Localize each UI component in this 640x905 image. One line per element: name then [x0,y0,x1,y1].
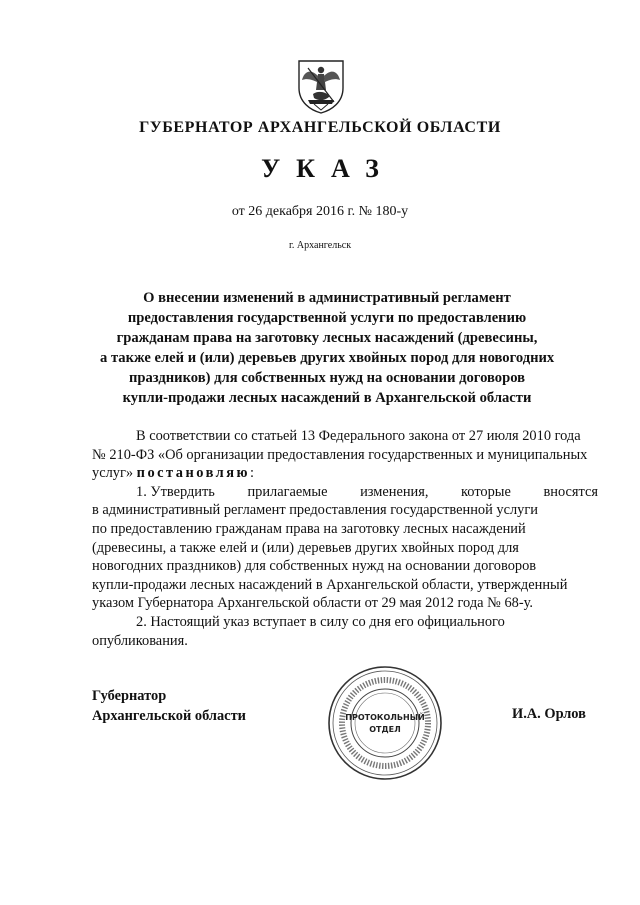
body-text: указом Губернатора Архангельской области от 29 мая 2012 года № 68-у. [92,595,533,612]
position-line: Архангельской области [92,708,246,724]
title-line: О внесении изменений в административный регламент [143,290,511,306]
body-text: новогодних праздников) для собственных нужд на основании договоров [92,558,537,575]
body-line [92,464,598,483]
body-text: 2. Настоящий указ вступает в силу со дня его официального [136,613,505,630]
title-line: а также елей и (или) деревьев других хвойных пород для новогодних [100,350,555,366]
body-word: которые [461,483,511,500]
body-line [92,446,598,465]
stamp-center-line: ОТДЕЛ [369,725,401,734]
body-text: В соответствии со статьей 13 Федерального закона от 27 июля 2010 года [136,428,581,444]
body-text: услуг» [92,465,137,482]
body-word: изменения, [360,483,429,500]
body-word: 1. Утвердить [136,483,215,500]
document-place: г. Архангельск [288,240,352,251]
title-line: гражданам права на заготовку лесных насаждений (древесины, [116,330,538,346]
arkhangelsk-coat-of-arms-icon [296,58,346,114]
body-line [92,594,598,613]
body-line [92,520,598,539]
title-line: купли-продажи лесных насаждений в Архангельской области [122,390,532,406]
body-line [92,539,598,558]
stamp-center-line: ПРОТОКОЛЬНЫЙ [345,713,425,722]
document-body [92,427,598,650]
signatory-name: И.А. Орлов [512,706,586,722]
document-type: УКАЗ [261,154,395,183]
body-line [92,613,598,632]
resolution-keyword: постановляю [136,465,251,482]
title-line: праздников) для собственных нужд на основании договоров [128,370,526,386]
body-word: прилагаемые [247,483,328,500]
official-round-stamp-icon [326,664,444,782]
signatory-position [92,686,246,726]
issuer-heading: ГУБЕРНАТОР АРХАНГЕЛЬСКОЙ ОБЛАСТИ [139,119,501,136]
document-date-number: от 26 декабря 2016 г. № 180-у [231,204,409,219]
body-line [92,632,598,651]
body-text: № 210-ФЗ «Об организации предоставления государственных и муниципальных [92,446,588,463]
title-line: предоставления государственной услуги по предоставлению [127,310,527,326]
body-text: (древесины, а также елей и (или) деревьев других хвойных пород для [92,539,519,556]
body-text: в административный регламент предоставления государственной услуги [92,502,538,519]
document-title [100,288,554,408]
body-text: по предоставлению гражданам права на заготовку лесных насаждений [92,520,526,537]
body-line [92,557,598,576]
body-line [92,427,598,446]
body-text: купли-продажи лесных насаждений в Архангельской области, утвержденный [92,576,568,593]
body-word: вносятся [543,483,598,500]
body-line [92,501,598,520]
body-text: опубликования. [92,632,188,649]
body-line [92,576,598,595]
body-text: : [250,465,255,482]
body-line [92,483,598,502]
position-line: Губернатор [92,688,167,704]
